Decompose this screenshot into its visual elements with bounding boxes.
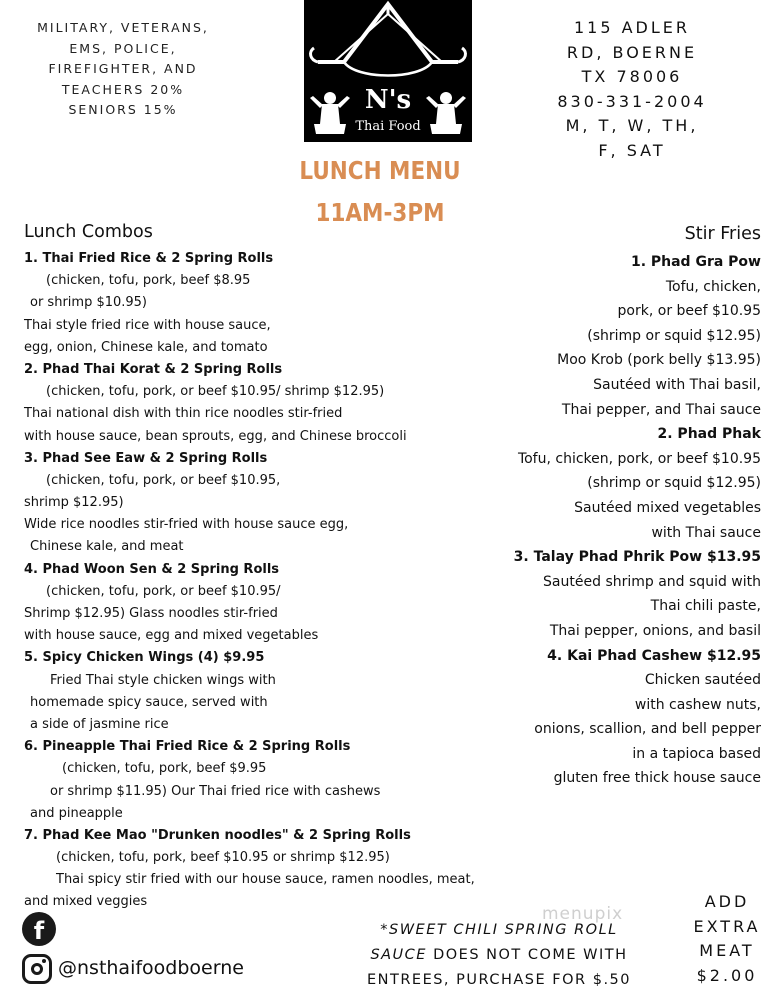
combo-item-description: and mixed veggies xyxy=(24,894,148,910)
combo-item-description: (chicken, tofu, pork, beef $8.95 xyxy=(46,273,251,289)
combo-item-description: with house sauce, bean sprouts, egg, and Chinese broccoli xyxy=(24,428,407,444)
combo-item-title: 5. Spicy Chicken Wings (4) $9.95 xyxy=(24,650,265,666)
stir-fry-item-title: 3. Talay Phad Phrik Pow $13.95 xyxy=(513,549,761,566)
stir-fry-item-description: Tofu, chicken, pork, or beef $10.95 xyxy=(517,450,761,467)
combo-item-description: homemade spicy sauce, served with xyxy=(30,694,268,710)
extra-meat-line: MEAT xyxy=(699,941,755,960)
stir-fry-item-description: onions, scallion, and bell pepper xyxy=(534,721,761,738)
combo-item-description: (chicken, tofu, pork, or beef $10.95/ xyxy=(46,583,281,599)
extra-meat-line: ADD xyxy=(704,892,750,911)
address-hours-block xyxy=(532,16,732,163)
stir-fries-heading: Stir Fries xyxy=(684,224,761,244)
stir-fry-item-description: Thai pepper, onions, and basil xyxy=(549,622,761,639)
sauce-note-rest: DOES NOT COME WITH xyxy=(426,947,628,963)
combo-item-description: Thai spicy stir fried with our house sauce, ramen noodles, meat, xyxy=(56,872,475,888)
phone-number: 830-331-2004 xyxy=(557,91,707,111)
combo-item-description: egg, onion, Chinese kale, and tomato xyxy=(24,339,268,355)
combo-item-description: Thai style fried rice with house sauce, xyxy=(24,317,271,333)
address-line: 115 ADLER xyxy=(573,18,691,37)
stir-fry-item-description: Tofu, chicken, xyxy=(665,278,761,295)
combo-item-title: 3. Phad See Eaw & 2 Spring Rolls xyxy=(24,450,268,466)
combo-item-description: or shrimp $10.95) xyxy=(30,295,148,311)
discount-line: FIREFIGHTER, AND xyxy=(48,61,198,76)
sauce-note-line: *SWEET CHILI SPRING ROLL xyxy=(380,922,618,938)
stir-fry-item-description: Moo Krob (pork belly $13.95) xyxy=(557,352,761,369)
extra-meat-note xyxy=(684,890,770,988)
discount-line: TEACHERS 20% xyxy=(61,81,185,97)
combo-item-description: with house sauce, egg and mixed vegetables xyxy=(24,628,319,644)
combo-item-title: 1. Thai Fried Rice & 2 Spring Rolls xyxy=(24,251,274,266)
discount-line: MILITARY, VETERANS, xyxy=(37,20,209,35)
stir-fry-item-description: Chicken sautéed xyxy=(644,672,761,689)
stir-fry-item-description: gluten free thick house sauce xyxy=(553,770,761,787)
combo-item-description: Fried Thai style chicken wings with xyxy=(50,672,276,688)
instagram-icon[interactable] xyxy=(22,954,52,984)
stir-fries-list xyxy=(461,250,761,791)
combo-item-description: or shrimp $11.95) Our Thai fried rice with cashews xyxy=(50,783,381,799)
combo-item-description: (chicken, tofu, pork, or beef $10.95, xyxy=(46,472,281,488)
discounts-block xyxy=(18,18,228,121)
hours-days: F, SAT xyxy=(598,140,666,160)
menu-title xyxy=(277,150,483,234)
stir-fry-item-description: Thai pepper, and Thai sauce xyxy=(561,401,761,418)
stir-fry-item-title: 4. Kai Phad Cashew $12.95 xyxy=(547,647,761,664)
logo-name: N's xyxy=(364,85,412,115)
stir-fry-item-title: 1. Phad Gra Pow xyxy=(630,254,761,270)
sauce-note-word: SAUCE xyxy=(370,947,427,963)
combo-item-title: 4. Phad Woon Sen & 2 Spring Rolls xyxy=(24,561,280,577)
combo-item-description: Wide rice noodles stir-fried with house sauce egg, xyxy=(24,517,349,533)
facebook-icon[interactable]: f xyxy=(22,912,56,946)
lunch-combos-list xyxy=(24,248,524,914)
stir-fry-item-title: 2. Phad Phak xyxy=(657,426,761,443)
menu-title-text: LUNCH MENU xyxy=(299,156,461,185)
combo-item-description: Chinese kale, and meat xyxy=(30,539,184,555)
extra-meat-price: $2.00 xyxy=(696,965,758,985)
stir-fry-item-description: with Thai sauce xyxy=(651,524,761,541)
lunch-combos-heading: Lunch Combos xyxy=(24,222,153,242)
stir-fry-item-description: (shrimp or squid $12.95) xyxy=(587,475,761,492)
stir-fry-item-description: with cashew nuts, xyxy=(634,696,761,713)
combo-item-title: 6. Pineapple Thai Fried Rice & 2 Spring Rolls xyxy=(24,739,351,755)
discount-line: EMS, POLICE, xyxy=(69,40,177,56)
sauce-note-line xyxy=(326,943,672,968)
instagram-handle[interactable]: @nsthaifoodboerne xyxy=(58,957,244,979)
stir-fry-item-description: in a tapioca based xyxy=(632,745,761,762)
combo-item-description: (chicken, tofu, pork, beef $9.95 xyxy=(62,761,267,777)
stir-fry-item-description: pork, or beef $10.95 xyxy=(617,303,761,320)
combo-item-description: and pineapple xyxy=(30,805,123,821)
logo-subtitle: Thai Food xyxy=(355,119,421,134)
combo-item-description: shrimp $12.95) xyxy=(24,495,124,511)
stir-fry-item-description: Thai chili paste, xyxy=(650,598,761,615)
discount-line: SENIORS 15% xyxy=(68,102,178,117)
sauce-note-line: ENTREES, PURCHASE FOR $.50 xyxy=(366,972,632,988)
sauce-note xyxy=(326,918,672,993)
combo-item-title: 2. Phad Thai Korat & 2 Spring Rolls xyxy=(24,361,283,377)
hours-days: M, T, W, TH, xyxy=(565,116,699,135)
address-line: RD, BOERNE xyxy=(566,42,698,62)
extra-meat-line: EXTRA xyxy=(693,916,761,936)
combo-item-description: a side of jasmine rice xyxy=(30,716,169,732)
combo-item-description: Shrimp $12.95) Glass noodles stir-fried xyxy=(24,606,278,621)
watermark: menupix xyxy=(542,904,624,924)
stir-fry-item-description: Sautéed shrimp and squid with xyxy=(543,573,761,590)
stir-fry-item-description: Sautéed mixed vegetables xyxy=(574,499,761,516)
combo-item-description: (chicken, tofu, pork, beef $10.95 or shrimp $12.95) xyxy=(56,850,390,866)
combo-item-title: 7. Phad Kee Mao "Drunken noodles" & 2 Spring Rolls xyxy=(24,827,411,843)
combo-item-description: (chicken, tofu, pork, or beef $10.95/ shrimp $12.95) xyxy=(46,384,385,400)
address-line: TX 78006 xyxy=(581,67,683,86)
restaurant-logo xyxy=(304,0,472,142)
combo-item-description: Thai national dish with thin rice noodles stir-fried xyxy=(24,406,343,422)
stir-fry-item-description: Sautéed with Thai basil, xyxy=(593,376,761,393)
menu-hours: 11AM-3PM xyxy=(315,198,445,227)
stir-fry-item-description: (shrimp or squid $12.95) xyxy=(587,327,761,344)
